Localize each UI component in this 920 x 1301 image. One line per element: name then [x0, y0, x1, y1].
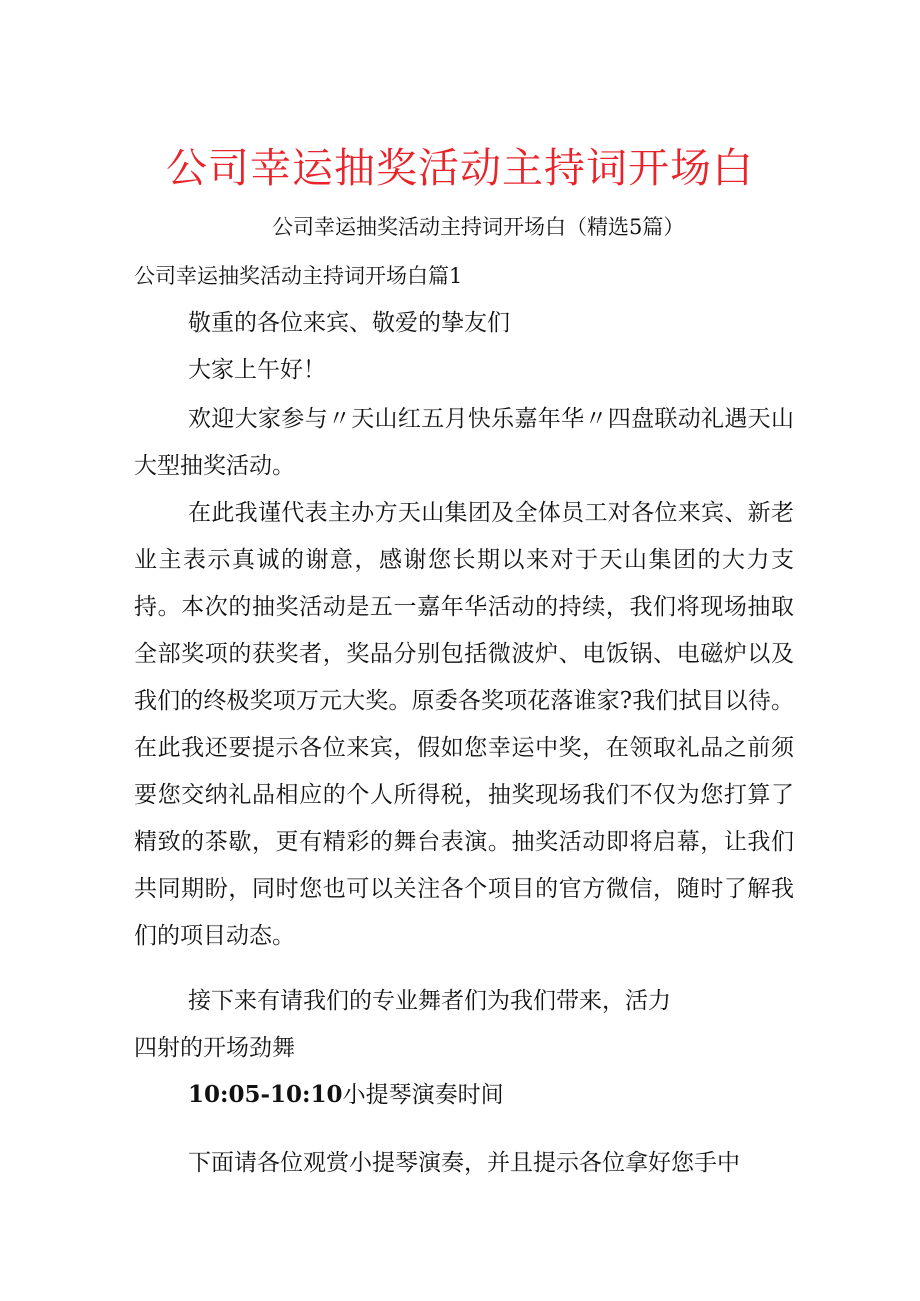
dance-paragraph-line1: 接下来有请我们的专业舞者们为我们带来，活力: [188, 988, 671, 1014]
main-paragraph: 在此我谨代表主办方天山集团及全体员工对各位来宾、新老业主表示真诚的谢意，感谢您长期以来对于天山集团的大力支持。本次的抽奖活动是五一嘉年华活动的持续，我们将现场抽取全部奖项的获奖者，奖品分别包括微波炉、电饭锅、电磁炉以及我们的终极奖项万元大奖。原委各奖项花落谁家?我们拭目以待。在此我还要提示各位来宾，假如您幸运中奖，在领取礼品之前须要您交纳礼品相应的个人所得税，抽奖现场我们不仅为您打算了精致的茶歇，更有精彩的舞台表演。抽奖活动即将启幕，让我们共同期盼，同时您也可以关注各个项目的官方微信，随时了解我们的项目动态。: [134, 500, 794, 949]
schedule-time: 10:05-10:10: [188, 1081, 343, 1108]
greeting-line: 敬重的各位来宾、敬爱的挚友们: [188, 310, 510, 336]
welcome-paragraph: 欢迎大家参与〃天山红五月快乐嘉年华〃四盘联动礼遇天山大型抽奖活动。: [134, 406, 794, 479]
violin-paragraph: 下面请各位观赏小提琴演奏，并且提示各位拿好您手中: [188, 1150, 740, 1176]
good-morning-line: 大家上午好！: [188, 357, 326, 383]
dance-paragraph-line2: 四射的开场劲舞: [134, 1035, 295, 1061]
document-title: 公司幸运抽奖活动主持词开场白: [166, 144, 754, 192]
document-subtitle: 公司幸运抽奖活动主持词开场白（精选5篇）: [272, 215, 685, 239]
section-heading: 公司幸运抽奖活动主持词开场白篇1: [134, 264, 463, 288]
schedule-label: 小提琴演奏时间: [342, 1082, 504, 1108]
schedule-line: [188, 1080, 504, 1110]
